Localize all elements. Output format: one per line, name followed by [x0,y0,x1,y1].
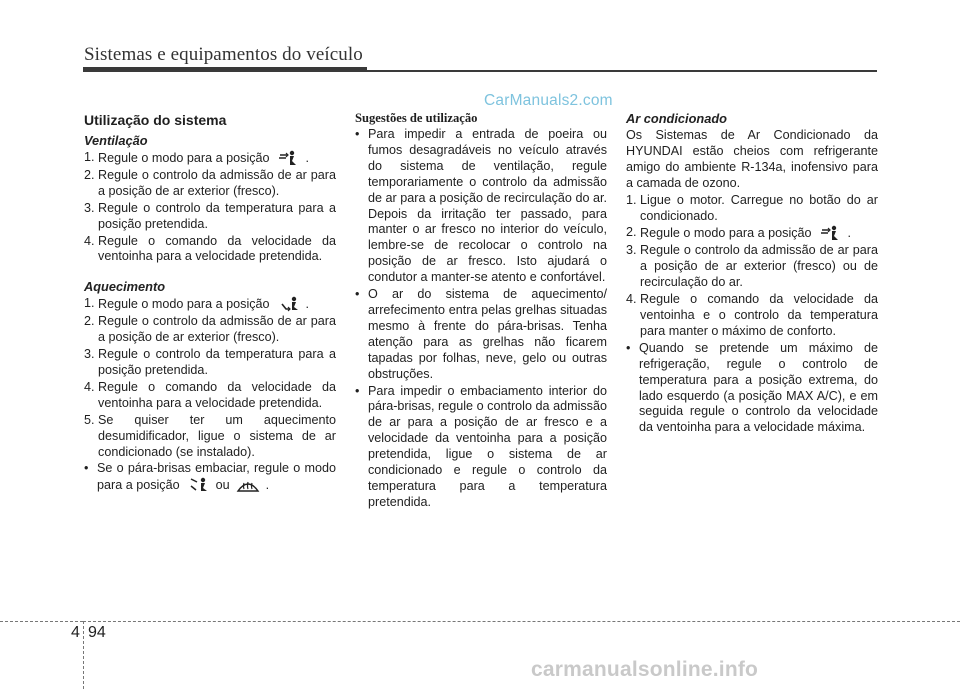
column-right [626,111,878,437]
subheading-sugestoes: Sugestões de utilização [355,111,478,125]
section-header-title: Sistemas e equipamentos do veículo [84,44,363,65]
floor-defrost-mode-icon [186,477,210,493]
vent-mode-icon [818,225,842,241]
vent-mode-icon [276,150,300,166]
list-item: 4. Regule o comando da velocidade da ventoinha para a velocidade pretendida. [84,379,336,410]
footer-rule [83,621,960,622]
header-rule-thick [83,67,367,72]
page-number: 94 [88,624,106,641]
column-middle [355,111,607,512]
header-rule-thin [367,70,877,72]
list-item: 5. Se quiser ter um aquecimento desumidificador, ligue o sistema de ar condicionado (se instalado). [84,412,336,459]
subheading-aquecimento: Aquecimento [84,279,166,295]
defrost-icon [236,477,260,493]
bullet-item: • Para impedir a entrada de poeira ou fumos desagradáveis no veículo através do sistema de ventilação, regule temporariamente o controlo da admissão de ar para a posição de recirculação do ar. Depois da irritação ter passado, para manter o ar fresco no interior do veículo, lembre-se de recolocar o controlo na posição de ar fresco. Isto ajudará o condutor a manter-se atento e confortável. [355,127,607,285]
chapter-number: 4 [71,624,80,641]
intro-paragraph: Os Sistemas de Ar Condicionado da HYUNDAI estão cheios com refrigerante amigo do ambiente R-134a, inofensivo para a camada de ozono. [626,128,878,190]
column-left [84,111,336,495]
subheading-ar-condicionado: Ar condicionado [626,111,727,126]
list-item: 4. Regule o comando da velocidade da ventoinha para a velocidade pretendida. [84,233,336,264]
watermark-top: CarManuals2.com [484,92,613,109]
list-item: 2. Regule o controlo da admissão de ar para a posição de ar exterior (fresco). [84,167,336,198]
list-item: 3. Regule o controlo da temperatura para a posição pretendida. [84,200,336,231]
floor-mode-icon [276,296,300,312]
subheading-ventilacao: Ventilação [84,133,148,148]
bullet-item: • Se o pára-brisas embaciar, regule o modo para a posição ou . [84,461,336,493]
list-item: 1. Regule o modo para a posição . [84,150,310,165]
list-item: 2. Regule o controlo da admissão de ar para a posição de ar exterior (fresco). [84,314,336,345]
section-heading: Utilização do sistema [84,112,227,128]
bullet-item: • O ar do sistema de aquecimento/ arrefecimento entra pelas grelhas situadas mesmo à frente do pára-brisas. Tenha atenção para as grelhas não ficarem tapadas por folhas, neve, gelo ou outras obstruções. [355,287,607,381]
list-item: 1. Ligue o motor. Carregue no botão do ar condicionado. [626,192,878,223]
list-item: 2. Regule o modo para a posição . [626,225,852,241]
list-item: 3. Regule o controlo da temperatura para a posição pretendida. [84,347,336,377]
list-item: 1. Regule o modo para a posição . [84,296,310,312]
bullet-item: • Quando se pretende um máximo de refrigeração, regule o controlo de temperatura para a posição extrema, do lado esquerdo (a posição MAX A/C), e em seguida regule o controlo da velocidade da ventoinha para a velocidade máxima. [626,340,878,435]
list-item: 3. Regule o controlo da admissão de ar para a posição de ar exterior (fresco) ou de recirculação do ar. [626,243,878,290]
watermark-bottom: carmanualsonline.info [531,658,759,681]
footer-rule-left [0,621,83,622]
bullet-item: • Para impedir o embaciamento interior do pára-brisas, regule o controlo da admissão de ar para a posição de ar fresco e a velocidade da ventoinha para a posição pretendida, ligue o sistema de ar condicionado e regule o controlo da temperatura para a temperatura pretendida. [355,383,607,509]
footer-divider [83,621,84,689]
list-item: 4. Regule o comando da velocidade da ventoinha e o controlo da temperatura para manter o máximo de conforto. [626,292,878,338]
